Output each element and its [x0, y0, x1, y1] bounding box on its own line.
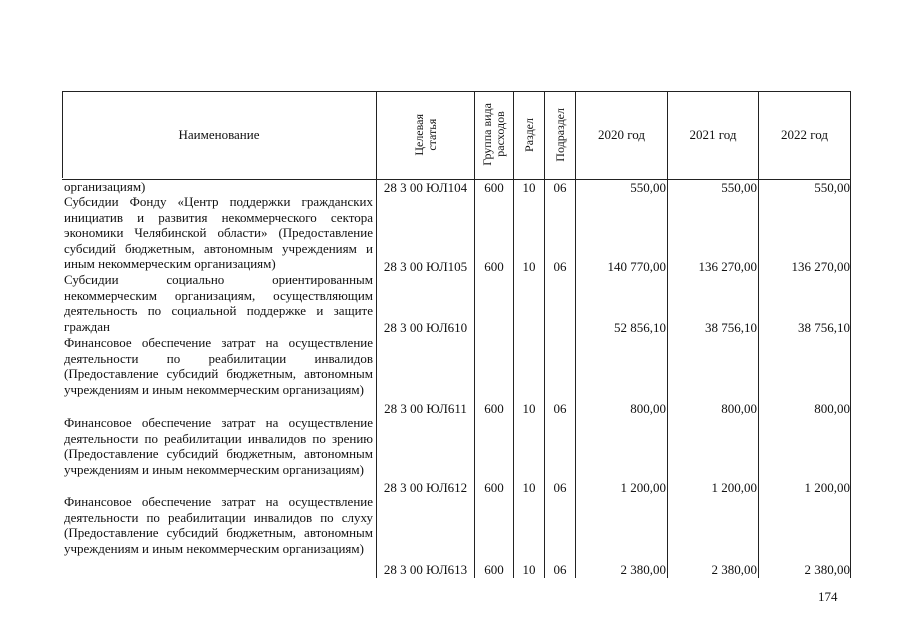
row-2022: 136 270,00: [791, 259, 850, 274]
row-2022: 2 380,00: [804, 562, 850, 577]
row-2020: 2 380,00: [620, 562, 666, 577]
row-2020: 140 770,00: [607, 259, 666, 274]
header-group-label: Группа вида расходов: [480, 103, 507, 166]
row-section: 10: [522, 180, 536, 195]
header-2020: 2020 год: [598, 126, 645, 142]
row-group: 600: [484, 401, 504, 416]
row-name: Субсидии социально ориентированным некоммерческим организациям, осуществляющим деятельность по социальной поддержке и защите граждан: [64, 272, 373, 334]
row-subsection: 06: [553, 259, 567, 274]
row-subsection: 06: [553, 562, 567, 577]
row-name: Финансовое обеспечение затрат на осуществление деятельности по реабилитации инвалидов (Предоставление субсидий бюджетным, автономным учреждениям и иным некоммерческим организациям): [64, 335, 373, 397]
row-2021: 1 200,00: [711, 480, 757, 495]
row-code: 28 3 00 ЮЛ613: [383, 562, 468, 577]
row-code: 28 3 00 ЮЛ105: [383, 259, 468, 274]
row-group: 600: [484, 259, 504, 274]
row-code: 28 3 00 ЮЛ612: [383, 480, 468, 495]
page-number: 174: [818, 589, 838, 604]
header-subsection: [545, 91, 575, 178]
row-2022: 1 200,00: [804, 480, 850, 495]
row-2022: 38 756,10: [798, 320, 850, 335]
row-2021: 38 756,10: [705, 320, 757, 335]
row-code: 28 3 00 ЮЛ611: [384, 401, 467, 416]
row-code: 28 3 00 ЮЛ610: [383, 320, 468, 335]
row-section: 10: [522, 401, 536, 416]
row-2021: 136 270,00: [698, 259, 757, 274]
row-name: Субсидии Фонду «Центр поддержки гражданских инициатив и развития некоммерческого сектора экономики Челябинской области» (Предоставление субсидий бюджетным, автономным учреждениям и иным некоммерческим организациям): [64, 194, 373, 271]
row-2022: 550,00: [814, 180, 850, 195]
header-2022: 2022 год: [781, 126, 828, 142]
row-2020: 550,00: [630, 180, 666, 195]
row-name: организациям): [64, 179, 146, 194]
header-2021: 2021 год: [689, 126, 737, 142]
row-section: 10: [522, 480, 536, 495]
header-name: Наименование: [178, 126, 260, 142]
header-group: [475, 91, 513, 178]
header-target: [377, 91, 474, 178]
row-2021: 550,00: [721, 180, 757, 195]
row-group: 600: [484, 480, 504, 495]
row-subsection: 06: [553, 180, 567, 195]
row-2020: 800,00: [630, 401, 666, 416]
row-subsection: 06: [553, 480, 567, 495]
row-subsection: 06: [553, 401, 567, 416]
row-name: Финансовое обеспечение затрат на осуществление деятельности по реабилитации инвалидов по зрению (Предоставление субсидий бюджетным, автономным учреждениям и иным некоммерческим организациям): [64, 415, 373, 477]
row-2020: 1 200,00: [620, 480, 666, 495]
header-section: [514, 91, 544, 178]
row-section: 10: [522, 562, 536, 577]
row-code: 28 3 00 ЮЛ104: [383, 180, 468, 195]
table-border-right: [850, 91, 851, 578]
row-2021: 800,00: [721, 401, 757, 416]
row-2022: 800,00: [814, 401, 850, 416]
header-subsection-label: Подраздел: [552, 107, 567, 162]
row-2021: 2 380,00: [711, 562, 757, 577]
row-name: Финансовое обеспечение затрат на осуществление деятельности по реабилитации инвалидов по слуху (Предоставление субсидий бюджетным, автономным учреждениям и иным некоммерческим организациям): [64, 494, 373, 556]
row-2020: 52 856,10: [614, 320, 666, 335]
header-section-label: Раздел: [521, 117, 536, 152]
row-section: 10: [522, 259, 536, 274]
row-group: 600: [484, 562, 504, 577]
header-target-label: Целевая статья: [411, 113, 439, 156]
row-group: 600: [484, 180, 504, 195]
